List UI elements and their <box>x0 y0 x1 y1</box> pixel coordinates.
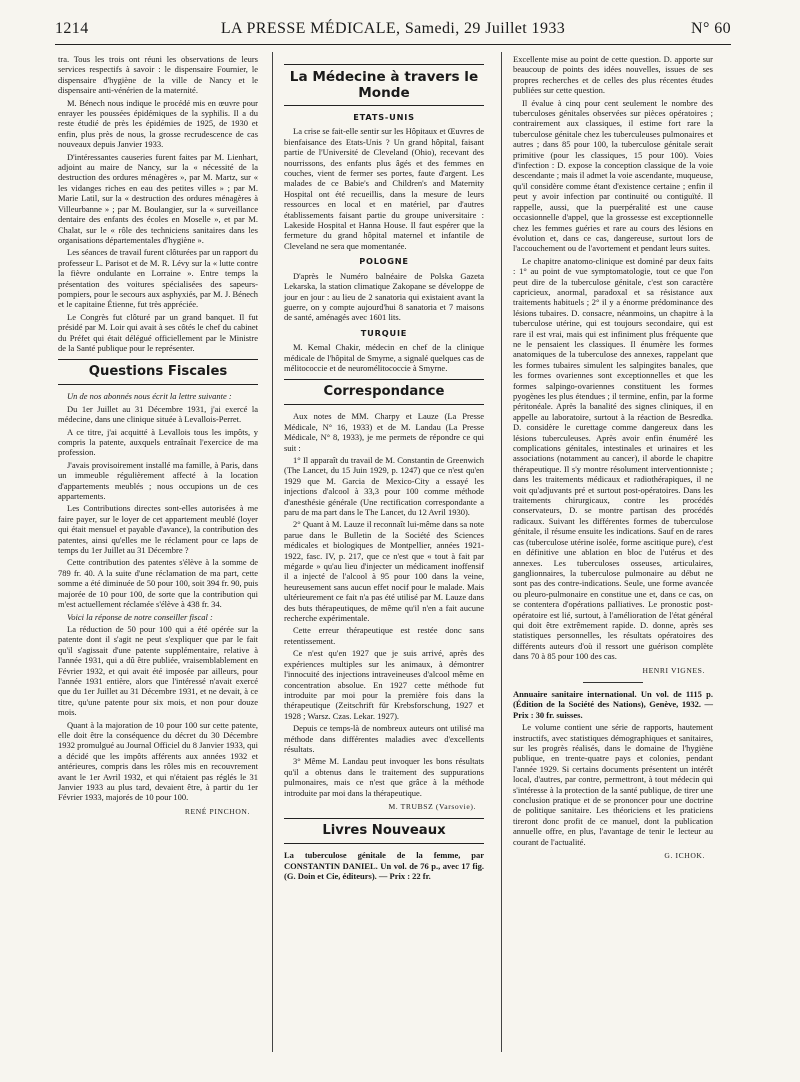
paragraph: 2° Quant à M. Lauze il reconnaît lui-même dans sa note parue dans le Bulletin de la Société des Sciences médicales et biologiques de Montpellier, années 1921-1922, fasc. IV, p. 217, que ce n'est que « tout à fait par mégarde » qu'au lieu d'injecter un médicament inoffensif il a injecté de l'alcool à 95 pour 100 dans la veine, heureusement sans aucun effet nocif pour le malade. Mais ultérieurement ce fait n'a pas été utilisé par M. Lauze dans des buts thérapeutiques, de même qu'il n'en a fait aucune recherche expérimentale. <box>284 519 484 624</box>
paragraph: Le chapitre anatomo-clinique est dominé par deux faits : 1° au point de vue symptomatologie, tout ce que l'on peut dire de la tuberculose génitale, c'est son caractère capricieux, anormal, paradoxal et sa résistance aux traitements habituels ; 2° il y a énorme prédominance des lésions tubaires. D. consacre, néanmoins, un chapitre à la tuberculose utérine, qui est toujours secondaire, qui est rare il est vrai, mais qui est infiniment plus fréquente que ne le pensaient les classiques. Il énumère les formes anatomiques de la tuberculose des annexes, rappelant que les formes tubaires simulent les salpingites banales, que les formes ovariennes sont exceptionnelles et que les formes salpingo-ovariennes constituent les formes pyogènes les plus étendues ; il termine, enfin, par la forme péritonéale. Après la banalité des signes cliniques, il en appelle au laboratoire, surtout à la réaction de Besredka. D. considère le curettage comme dangereux dans les lésions tuberculeuses. Après avoir enfin énuméré les complications génitales, intestinales et urinaires et les associations (notamment au cancer), il aborde le chapitre thérapeutique. Il s'y montre résolument interventionniste ; dans les traitements médicaux et radiothérapiques, il ne voit qu'adjuvants pré et surtout post-opératoires. Dans les traitements chirurgicaux, contre les procédés conservateurs, D. se montre partisan des procédés radicaux. Suivant les différentes formes de tuberculose génitale, il résume ensuite les indications. Sauf en de rares cas (tuberculose utérine isolée, forme ascitique pure), c'est en définitive une ablation en bloc de l'utérus et des annexes. Les tuberculoses osseuses, articulaires, ganglionnaires, la tuberculose pulmonaire au début ne sont pas des contre-indications. Seule, une forme avancée ou pleuro-pulmonaire en constitue une et, dans ce cas, on se contentera d'opérations palliatives. Le pronostic post-opératoire est lié, surtout, à l'amélioration de l'état général qui doit être extrêmement rapide. D. donne, après ses statistiques personnelles, les résultats opératoires des différents auteurs d'où il ressort une guérison complète dans 70 à 85 pour 100 des cas. <box>513 255 713 662</box>
paragraph: Les Contributions directes sont-elles autorisées à me faire payer, sur le loyer de cet appartement meublé (loyer qui était mensuel et payable d'avance), la contribution des patentes, ainsi qu'elles me le réclament pour ce laps de temps du 1er Juillet au 31 Décembre ? <box>58 503 258 556</box>
column-3 <box>513 54 713 867</box>
paragraph: La réduction de 50 pour 100 qui a été opérée sur la patente dont il s'agit ne peut s'expliquer que par le fait qu'il s'agissait d'une patente supplémentaire, relative à l'année 1931, qui a dû être publiée, vraisemblablement en Février 1932, et qui avait été imposée par ailleurs, pour l'année 1931 entière, alors que l'intéressé n'avait exercé que du 1er Juillet au 31 Décembre 1931, et ne devait, à ce titre, qu'une patente pour six mois, et non pour douze mois. <box>58 623 258 718</box>
paragraph: Cette erreur thérapeutique est restée donc sans retentissement. <box>284 625 484 646</box>
book-reference: La tuberculose génitale de la femme, par CONSTANTIN DANIEL. Un vol. de 76 p., avec 17 fig. (G. Doin et Cie, éditeurs). — Prix : 22 fr. <box>284 850 484 882</box>
paragraph: D'après le Numéro balnéaire de Polska Gazeta Lekarska, la station climatique Zakopane se développe de jour en jour : au lieu de 2 sanatoria qui existaient avant la guerre, on y compte aujourd'hui 8 sanatoria et 7 maisons de santé, aménagés avec 1601 lits. <box>284 270 484 323</box>
paragraph: Ce n'est qu'en 1927 que je suis arrivé, après des expériences multiples sur les animaux, à démontrer l'innocuité des injections intraveineuses d'alcool même en concentration absolue. En 1927 cette méthode fut introduite par moi pour la première fois dans la thérapeutique (Zeitschrift für Krebsforschung, 1927 et 1928 ; Warsz. Czas. Lekar. 1927). <box>284 648 484 721</box>
letter-lead: Un de nos abonnés nous écrit la lettre suivante : <box>67 391 232 402</box>
issue-number: N° 60 <box>691 20 731 37</box>
page-header <box>55 20 731 42</box>
paragraph: Depuis ce temps-là de nombreux auteurs ont utilisé ma méthode dans différentes maladies avec d'excellents résultats. <box>284 723 484 754</box>
signature: G. ICHOK. <box>664 851 705 861</box>
header-rule <box>55 44 731 45</box>
subheading-pologne: POLOGNE <box>359 256 409 267</box>
reply-lead: Voici la réponse de notre conseiller fiscal : <box>67 611 213 622</box>
publication-line: LA PRESSE MÉDICALE, Samedi, 29 Juillet 1933 <box>220 20 566 37</box>
section-title-correspondance: Correspondance <box>284 379 484 405</box>
paragraph: D'intéressantes causeries furent faites par M. Lienhart, adjoint au maire de Nancy, sur la « nécessité de la destruction des ordures ménagères », par M. Martz, sur « les vidanges riches en eau des petites villes » ; par M. Marie Latil, sur la « destruction des ordures ménagères à Villeurbanne » ; par M. Boulangier, sur la « surveillance dentaire des enfants des écoles en Moselle », et par M. Chalat, sur le « rôle des techniciens sanitaires dans les organisations départementales d'hygiène ». <box>58 151 258 245</box>
paragraph: Aux notes de MM. Charpy et Lauze (La Presse Médicale, N° 16, 1933) et de M. Landau (La Presse Médicale, N° 8, 1933), je me permets de répondre ce qui suit : <box>284 411 484 453</box>
paragraph: tra. Tous les trois ont réuni les observations de leurs services respectifs à savoir : le dispensaire Fournier, le dispensaire d'hygiène de la ville de Nancy et le dispensaire anti-vénérien de la maternité. <box>58 54 258 96</box>
paragraph: Le Congrès fut clôturé par un grand banquet. Il fut présidé par M. Loir qui avait à ses côtés le chef du cabinet du Préfet qui était délégué officiellement par le Ministre de la Santé publique pour le représenter. <box>58 311 258 353</box>
paragraph: Le volume contient une série de rapports, hautement instructifs, avec statistiques démographiques et sanitaires, sur les progrès réalisés, dans le domaine de l'hygiène publique, en trente-quatre pays et colonies, pendant l'année 1929. Si certains documents présentent un intérêt local, d'autres, par contre, permettront, à tout médecin qui s'intéresse à la protection de la santé publique, de tirer une conclusion pratique et de se prononcer pour une doctrine de politique sanitaire. Les théoriciens et les praticiens tireront donc profit de ce manuel, dont la publication annuelle offre, en plus, l'avantage de tenir le lecteur au courant de l'actualité. <box>513 722 713 847</box>
signature: HENRI VIGNES. <box>642 665 705 675</box>
paragraph: 3° Même M. Landau peut invoquer les bons résultats qu'il a obtenus dans le traitement des suppurations pulmonaires, mais ce n'est que grâce à la méthode introduite par moi dans la thérapeutique. <box>284 756 484 798</box>
paragraph: Du 1er Juillet au 31 Décembre 1931, j'ai exercé la médecine, dans une clinique située à Levallois-Perret. <box>58 403 258 425</box>
paragraph: 1° Il apparaît du travail de M. Constantin de Greenwich (The Lancet, du 15 Juin 1929, p. 1247) que ce n'est qu'en 1929 que M. Garcia de Mexico-City a essayé les injections d'alcool à 33,3 pour 100 comme méthode d'anesthésie générale (Une rectification correspondante a paru de ma part dans le The Lancet, du 12 Avril 1930). <box>284 454 484 517</box>
paragraph: Il évalue à cinq pour cent seulement le nombre des tuberculoses génitales observées sur pièces opératoires ; contrairement aux classiques, il estime fort rare la tuberculose génitale chez les tuberculeuses pulmonaires et autres ; dans 85 pour 100, la tuberculose génitale serait primitive (pour les classiques, 15 pour 100). Voies d'infection : D. expose la conception classique de la voie descendante ; mais il admet la voie ascendante, muqueuse, qu'il considère comme étant d'existence certaine ; enfin il peut y avoir infection par continuité ou contiguïté. Il rappelle, aussi, que la puerpéralité est une cause occasionnelle d'appel, que la grossesse est exceptionnelle chez les femmes guéries et rare au cours des lésions en évolution et, dans ce cas, dangereuse, surtout lors de l'accouchement ou de l'avortement et pendant leurs suites. <box>513 97 713 254</box>
page-number: 1214 <box>55 20 89 37</box>
paragraph: M. Kemal Chakir, médecin en chef de la clinique médicale de l'hôpital de Smyrne, a signalé quelques cas de mélitococcie et de neuromélitococcie à Smyrne. <box>284 342 484 373</box>
subheading-etats-unis: ETATS-UNIS <box>353 112 415 122</box>
column-2 <box>284 54 484 884</box>
paragraph: J'avais provisoirement installé ma famille, à Paris, dans un immeuble régulièrement affecté à la location d'appartements meublés ; nous occupions un de ces appartements. <box>58 459 258 502</box>
paragraph: Excellente mise au point de cette question. D. apporte sur beaucoup de points des idées nouvelles, issues de ses propres recherches et de celles des plus récentes études publiées sur cette question. <box>513 54 713 96</box>
separator-rule <box>583 682 643 683</box>
column-1 <box>58 54 258 823</box>
book-reference: Annuaire sanitaire international. Un vol. de 1115 p. (Édition de la Société des Nations), Genève, 1932. — Prix : 30 fr. suisses. <box>513 688 713 720</box>
section-title-questions-fiscales: Questions Fiscales <box>58 359 258 385</box>
paragraph: M. Bénech nous indique le procédé mis en œuvre pour enrayer les poussées épidémiques de la syphilis. Il a du reste étudié de près les épidémies de 1925, de 1930 et enfin, plus près de nous, la grosse recrudescence de cas nouveaux depuis Janvier 1933. <box>58 97 258 150</box>
column-divider-1 <box>272 52 273 1052</box>
column-divider-2 <box>501 52 502 1052</box>
paragraph: Les séances de travail furent clôturées par un rapport du professeur L. Parisot et de M. R. Lévy sur la « lutte contre la fièvre ondulante en Lorraine ». Entre temps la présentation des voitures spécialisées des sapeurs-pompiers, pour le secours aux asphyxiés, par M. J. Bénech et le capitaine Étienne, fut très appréciée. <box>58 247 258 310</box>
section-title-medecine-monde: La Médecine à travers le Monde <box>284 64 484 106</box>
paragraph: Quant à la majoration de 10 pour 100 sur cette patente, elle doit être la conséquence du décret du 30 Décembre 1932 promulgué au Journal Officiel du 8 Janvier 1933, qui a décidé que les impôts afférents aux années 1932 et antérieures, compris dans les rôles mis en recouvrement avant le 1er Avril 1932, et qui n'étaient pas réglés le 31 Janvier 1933 au plus tard, devaient être, à partir du 1er Février 1933, majorés de 10 pour 100. <box>58 719 258 803</box>
section-title-livres-nouveaux: Livres Nouveaux <box>284 818 484 844</box>
paragraph: A ce titre, j'ai acquitté à Levallois tous les impôts, y compris la patente, auxquels entraînait l'exercice de ma profession. <box>58 426 258 458</box>
paragraph: La crise se fait-elle sentir sur les Hôpitaux et Œuvres de bienfaisance des Etats-Unis ? Un grand hôpital, faisant partie de l'Université de Cleveland (Ohio), recevant des nourrissons, des enfants plus âgés et des femmes en couches, vient de fermer ses portes, faute d'argent. Les malades de ce Babie's and Children's and Maternity Hospital ont été recueillis, dans la mesure de leurs ressources en local et en matériel, par d'autres établissements faisant partie du groupe universitaire : Lakeside Hospital et Hanna House. Il faut espérer que la fermeture du grand hôpital maternel et infantile de Cleveland ne sera que momentanée. <box>284 126 484 251</box>
subheading-turquie: TURQUIE <box>360 327 408 338</box>
paragraph: Cette contribution des patentes s'élève à la somme de 789 fr. 40. A la suite d'une réclamation de ma part, cette somme a été diminuée de 50 pour 100, soit 394 fr. 90, puis majorée de 10 pour 100, de sorte que la contribution qui m'est actuellement réclamée s'élève à 438 fr. 34. <box>58 557 258 610</box>
signature: RENÉ PINCHON. <box>184 806 250 816</box>
signature: M. TRUBSZ (Varsovie). <box>388 801 476 811</box>
